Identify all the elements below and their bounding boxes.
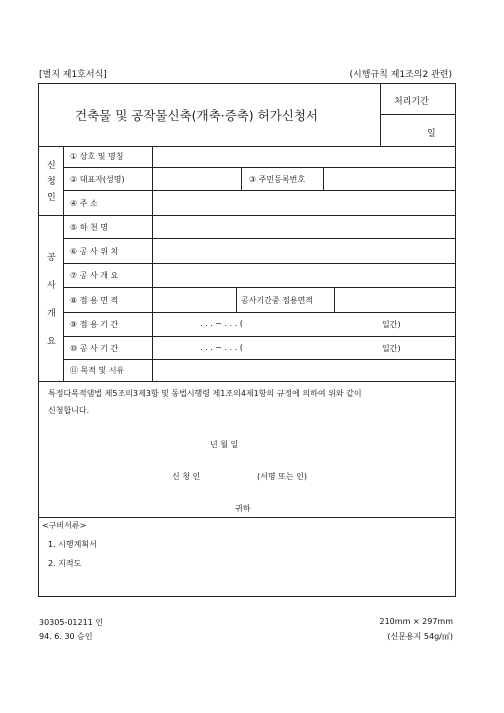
applicant-side-label-1: 신 [47,161,56,171]
required-doc-2: 2. 지적도 [48,559,82,568]
recipient-label: 귀하 [235,504,251,513]
required-doc-1: 1. 시행계획서 [48,540,97,549]
work-side-label-2: 사 [47,281,56,291]
stream-name-label: ⑤ 하 천 명 [70,223,108,232]
work-side-label-4: 요 [47,337,56,347]
name-label: ① 상호 및 명칭 [70,152,124,161]
form-number: [별지 제1호서식] [39,70,107,80]
representative-label: ② 대표자(성명) [70,175,125,184]
work-side-label-1: 공 [47,253,56,263]
rule-reference: (시행규칙 제1조의2 관련) [349,70,452,80]
required-docs-header: <구비서류> [42,521,87,530]
work-summary-label: ⑦ 공 사 개 요 [70,271,119,280]
purpose-label: ⑪ 목적 및 시유 [70,366,125,375]
applicant-side-label-2: 청 [47,177,56,187]
paper-type: (신문용지 54g/㎡) [387,632,453,641]
form-title: 건축물 및 공작물신축(개축·증축) 허가신청서 [75,108,318,123]
statement-line-2: 신청합니다. [48,406,90,415]
processing-period-value: 일 [427,129,436,139]
resident-id-label: ③ 주민등록번호 [249,175,306,184]
applicant-side-label-3: 인 [47,193,56,203]
address-label: ④ 주 소 [70,199,98,208]
during-work-area-label: 공사기간중 점용면적 [241,296,314,305]
paper-size: 210mm × 297mm [379,617,453,626]
occupancy-period-days: 일간) [382,320,401,329]
work-period-label: ⑩ 공 사 기 간 [70,344,119,353]
signature-note: (서명 또는 인) [257,472,307,481]
date-line: 년 월 일 [210,440,239,449]
work-period-days: 일간) [382,344,401,353]
occupancy-period-label: ⑨ 점 용 기 간 [70,320,119,329]
approval-date: 94. 6. 30 승인 [39,632,93,641]
occupied-area-label: ⑧ 점 용 면 적 [70,296,119,305]
form-code: 30305-01211 인 [39,618,104,627]
work-period-dots: . . . ~ . . . ( [200,343,243,352]
statement-line-1: 특정다목적댐법 제5조의3제3항 및 동법시행령 제1조의4제1항의 규정에 의하여 위와 같이 [48,389,362,398]
work-side-label-3: 개 [47,309,56,319]
processing-period-label: 처리기간 [394,97,429,107]
occupancy-period-dots: . . . ~ . . . ( [200,319,243,328]
work-location-label: ⑥ 공 사 위 치 [70,247,119,256]
signer-label: 신 청 인 [172,472,201,481]
